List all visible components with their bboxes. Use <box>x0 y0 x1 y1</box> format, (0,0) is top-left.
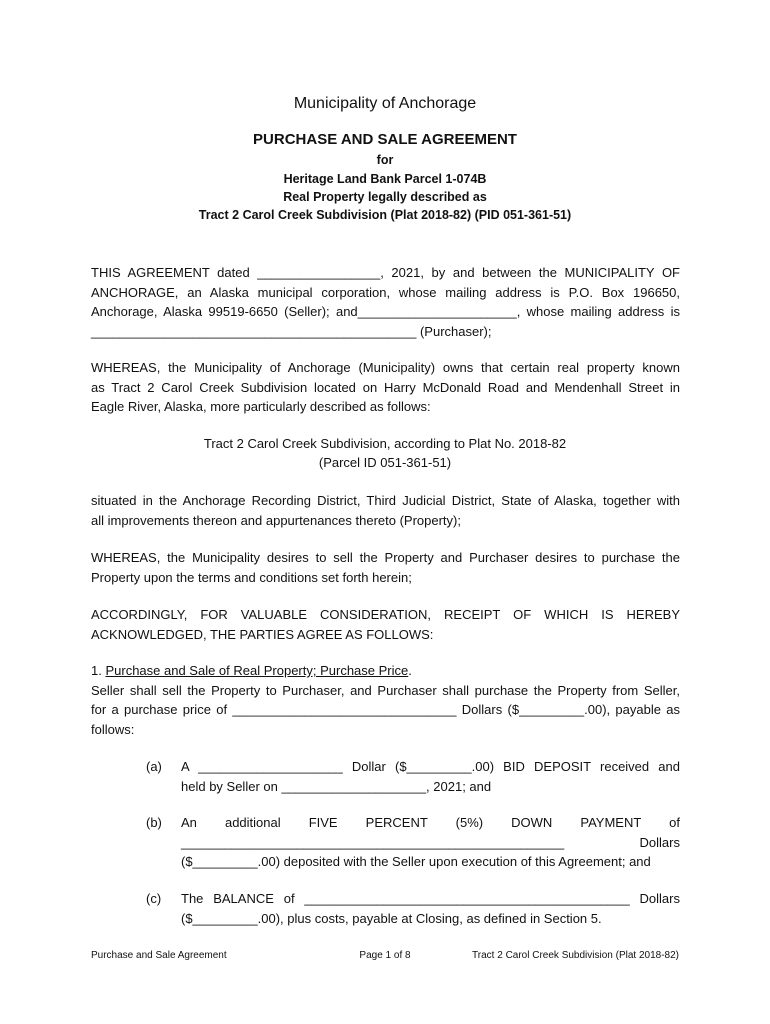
section-number: 1. <box>91 663 102 678</box>
item-line: The BALANCE of _____________________________________________ Dollars <box>181 891 680 906</box>
item-line: An additional FIVE PERCENT (5%) DOWN PAYMENT of <box>181 815 680 830</box>
section-heading-text: Purchase and Sale of Real Property; Purchase Price <box>105 663 409 678</box>
whereas-owns-paragraph <box>91 358 680 417</box>
accordingly-paragraph <box>91 605 680 644</box>
paragraph-line: all improvements thereon and appurtenances thereto (Property); <box>91 512 461 528</box>
whereas-desires-paragraph <box>91 548 680 587</box>
paragraph-line: THIS AGREEMENT dated _________________, 2021, by and between the MUNICIPALITY OF <box>91 265 680 280</box>
paragraph-line: _____________________________________________ (Purchaser); <box>91 323 492 339</box>
item-label-c: (c) <box>146 891 162 906</box>
document-title: PURCHASE AND SALE AGREEMENT <box>253 131 517 148</box>
paragraph-line: WHEREAS, the Municipality desires to sell the Property and Purchaser desires to purchase the <box>91 550 680 565</box>
item-b-down-payment <box>181 813 680 872</box>
paragraph-line: Property upon the terms and conditions set forth herein; <box>91 569 412 585</box>
subtitle-for: for <box>376 153 394 167</box>
section-heading-period: . <box>408 663 412 678</box>
legal-description-line1: Tract 2 Carol Creek Subdivision, according to Plat No. 2018-82 <box>203 436 567 451</box>
subtitle-tract: Tract 2 Carol Creek Subdivision (Plat 2018-82) (PID 051-361-51) <box>198 208 572 222</box>
agreement-parties-paragraph <box>91 263 680 341</box>
paragraph-line: Eagle River, Alaska, more particularly described as follows: <box>91 399 431 414</box>
paragraph-line: ANCHORAGE, an Alaska municipal corporation, whose mailing address is P.O. Box 196650, <box>91 284 680 300</box>
item-c-balance <box>181 889 680 928</box>
paragraph-line: situated in the Anchorage Recording District, Third Judicial District, State of Alaska, together with <box>91 493 680 508</box>
footer-page-number: Page 1 of 8 <box>359 950 411 961</box>
item-line: A ____________________ Dollar ($_________.00) BID DEPOSIT received and <box>181 759 680 774</box>
paragraph-line: WHEREAS, the Municipality of Anchorage (Municipality) owns that certain real property known <box>91 360 680 375</box>
paragraph-line: for a purchase price of _______________________________ Dollars ($_________.00), payable as <box>91 702 680 717</box>
section-1 <box>91 661 680 739</box>
item-line: ($_________.00) deposited with the Seller upon execution of this Agreement; and <box>181 854 651 869</box>
organization-name: Municipality of Anchorage <box>293 95 477 112</box>
paragraph-line: Seller shall sell the Property to Purchaser, and Purchaser shall purchase the Property from Seller, <box>91 682 680 698</box>
item-line: ($_________.00), plus costs, payable at Closing, as defined in Section 5. <box>181 910 602 926</box>
item-line: held by Seller on ____________________, 2021; and <box>181 778 492 794</box>
situated-paragraph <box>91 491 680 530</box>
section-heading <box>91 661 680 681</box>
paragraph-line: ACKNOWLEDGED, THE PARTIES AGREE AS FOLLOWS: <box>91 626 434 642</box>
item-label-a: (a) <box>146 759 162 774</box>
paragraph-line: follows: <box>91 721 135 737</box>
footer-right: Tract 2 Carol Creek Subdivision (Plat 2018-82) <box>472 950 679 961</box>
item-label-b: (b) <box>146 815 162 830</box>
subtitle-legal-heading: Real Property legally described as <box>283 190 487 204</box>
paragraph-line: as Tract 2 Carol Creek Subdivision located on Harry McDonald Road and Mendenhall Street in <box>91 379 680 395</box>
footer-left: Purchase and Sale Agreement <box>91 950 227 961</box>
legal-description-parcel-id: (Parcel ID 051-361-51) <box>318 455 452 470</box>
item-a-bid-deposit <box>181 757 680 796</box>
paragraph-line: Anchorage, Alaska 99519-6650 (Seller); and______________________, whose mailing address is <box>91 304 680 319</box>
item-line: _____________________________________________________ Dollars <box>181 834 680 850</box>
paragraph-line: ACCORDINGLY, FOR VALUABLE CONSIDERATION, RECEIPT OF WHICH IS HEREBY <box>91 607 680 622</box>
subtitle-parcel: Heritage Land Bank Parcel 1-074B <box>283 172 487 186</box>
